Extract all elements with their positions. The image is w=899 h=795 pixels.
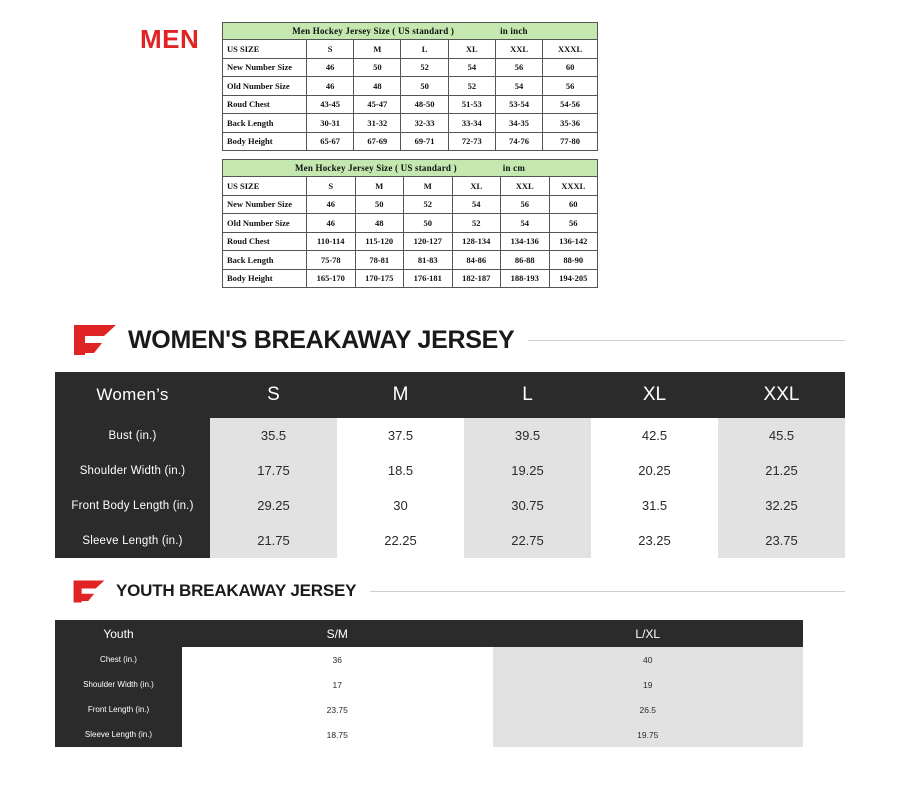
- row-label: Sleeve Length (in.): [55, 523, 210, 558]
- cell: 48-50: [401, 95, 448, 114]
- cell: 46: [307, 214, 356, 233]
- table-row: [55, 697, 803, 722]
- men-section: [0, 0, 899, 310]
- youth-size-table: [55, 620, 803, 747]
- cell: 19.75: [493, 722, 804, 747]
- row-label: New Number Size: [223, 58, 307, 77]
- men-section-label: MEN: [140, 24, 200, 54]
- men-tables: [222, 22, 598, 288]
- men-inch-banner-unit: in inch: [500, 26, 528, 36]
- cell: 23.75: [182, 697, 493, 722]
- men-inch-col-2: M: [354, 40, 401, 59]
- cell: 19.25: [464, 453, 591, 488]
- cell: 37.5: [337, 418, 464, 453]
- youth-section-title: YOUTH BREAKAWAY JERSEY: [116, 581, 357, 600]
- women-size-col-xl: XL: [591, 372, 718, 418]
- men-inch-banner-title: Men Hockey Jersey Size ( US standard ): [292, 26, 455, 36]
- women-header-divider: [528, 340, 845, 341]
- cell: 30-31: [307, 114, 354, 133]
- cell: 48: [355, 214, 404, 233]
- women-section-header: [0, 315, 899, 365]
- cell: 134-136: [501, 232, 550, 251]
- men-inch-col-3: L: [401, 40, 448, 59]
- row-label: Front Length (in.): [55, 697, 182, 722]
- cell: 19: [493, 672, 804, 697]
- table-row: [223, 269, 598, 288]
- cell: 46: [307, 77, 354, 96]
- cell: 32.25: [718, 488, 845, 523]
- women-size-col-l: L: [464, 372, 591, 418]
- cell: 33-34: [448, 114, 495, 133]
- cell: 188-193: [501, 269, 550, 288]
- table-banner-row: [223, 23, 598, 40]
- cell: 81-83: [404, 251, 453, 270]
- cell: 56: [549, 214, 598, 233]
- cell: 52: [448, 77, 495, 96]
- table-row: [223, 114, 598, 133]
- cell: 52: [404, 195, 453, 214]
- men-inch-col-6: XXXL: [543, 40, 598, 59]
- men-size-table-cm: [222, 159, 598, 288]
- cell: 18.75: [182, 722, 493, 747]
- cell: 29.25: [210, 488, 337, 523]
- cell: 78-81: [355, 251, 404, 270]
- cell: 21.75: [210, 523, 337, 558]
- cell: 60: [543, 58, 598, 77]
- table-row: [223, 132, 598, 151]
- cell: 77-80: [543, 132, 598, 151]
- men-cm-col-3: M: [404, 177, 453, 196]
- row-label: New Number Size: [223, 195, 307, 214]
- men-cm-col-0: US SIZE: [223, 177, 307, 196]
- cell: 23.75: [718, 523, 845, 558]
- men-inch-col-5: XXL: [495, 40, 542, 59]
- cell: 88-90: [549, 251, 598, 270]
- youth-size-table-wrap: [55, 620, 803, 747]
- table-row: [55, 722, 803, 747]
- cell: 48: [354, 77, 401, 96]
- cell: 42.5: [591, 418, 718, 453]
- row-label: Chest (in.): [55, 647, 182, 672]
- cell: 52: [452, 214, 501, 233]
- youth-section-header: [0, 570, 899, 612]
- cell: 21.25: [718, 453, 845, 488]
- cell: 39.5: [464, 418, 591, 453]
- cell: 32-33: [401, 114, 448, 133]
- cell: 22.25: [337, 523, 464, 558]
- men-cm-banner: [223, 160, 598, 177]
- cell: 50: [401, 77, 448, 96]
- table-row: [223, 77, 598, 96]
- cell: 50: [354, 58, 401, 77]
- youth-corner-label: Youth: [55, 620, 182, 647]
- cell: 23.25: [591, 523, 718, 558]
- cell: 35.5: [210, 418, 337, 453]
- men-inch-col-4: XL: [448, 40, 495, 59]
- table-row: [55, 523, 845, 558]
- table-row: [55, 453, 845, 488]
- cell: 56: [501, 195, 550, 214]
- cell: 165-170: [307, 269, 356, 288]
- cell: 17: [182, 672, 493, 697]
- cell: 50: [404, 214, 453, 233]
- men-inch-banner: [223, 23, 598, 40]
- cell: 56: [495, 58, 542, 77]
- cell: 54-56: [543, 95, 598, 114]
- cell: 84-86: [452, 251, 501, 270]
- women-section-title: WOMEN'S BREAKAWAY JERSEY: [128, 325, 515, 354]
- cell: 34-35: [495, 114, 542, 133]
- fanatics-f-logo-icon: [72, 579, 106, 604]
- men-cm-col-1: S: [307, 177, 356, 196]
- cell: 53-54: [495, 95, 542, 114]
- cell: 30: [337, 488, 464, 523]
- cell: 54: [501, 214, 550, 233]
- row-label: Old Number Size: [223, 77, 307, 96]
- cell: 128-134: [452, 232, 501, 251]
- youth-size-col-sm: S/M: [182, 620, 493, 647]
- table-row: [223, 195, 598, 214]
- cell: 40: [493, 647, 804, 672]
- table-row: [223, 251, 598, 270]
- row-label: Shoulder Width (in.): [55, 453, 210, 488]
- cell: 45.5: [718, 418, 845, 453]
- cell: 86-88: [501, 251, 550, 270]
- women-size-table: [55, 372, 845, 558]
- cell: 74-76: [495, 132, 542, 151]
- cell: 56: [543, 77, 598, 96]
- table-header-row: [55, 372, 845, 418]
- cell: 46: [307, 58, 354, 77]
- table-row: [223, 58, 598, 77]
- men-cm-col-6: XXXL: [549, 177, 598, 196]
- table-row: [55, 647, 803, 672]
- cell: 31-32: [354, 114, 401, 133]
- cell: 120-127: [404, 232, 453, 251]
- row-label: Roud Chest: [223, 232, 307, 251]
- table-header-row: [223, 40, 598, 59]
- men-cm-col-5: XXL: [501, 177, 550, 196]
- table-header-row: [223, 177, 598, 196]
- table-row: [55, 488, 845, 523]
- cell: 115-120: [355, 232, 404, 251]
- cell: 72-73: [448, 132, 495, 151]
- cell: 182-187: [452, 269, 501, 288]
- cell: 45-47: [354, 95, 401, 114]
- table-row: [223, 214, 598, 233]
- cell: 54: [452, 195, 501, 214]
- cell: 176-181: [404, 269, 453, 288]
- row-label: Body Height: [223, 132, 307, 151]
- cell: 17.75: [210, 453, 337, 488]
- men-cm-col-4: XL: [452, 177, 501, 196]
- cell: 194-205: [549, 269, 598, 288]
- cell: 65-67: [307, 132, 354, 151]
- fanatics-f-logo-icon: [72, 323, 118, 357]
- cell: 26.5: [493, 697, 804, 722]
- men-size-table-inch: [222, 22, 598, 151]
- cell: 136-142: [549, 232, 598, 251]
- cell: 54: [495, 77, 542, 96]
- men-cm-banner-title: Men Hockey Jersey Size ( US standard ): [294, 163, 457, 173]
- youth-header-divider: [370, 591, 845, 592]
- cell: 51-53: [448, 95, 495, 114]
- row-label: Shoulder Width (in.): [55, 672, 182, 697]
- women-size-col-s: S: [210, 372, 337, 418]
- youth-size-col-lxl: L/XL: [493, 620, 804, 647]
- table-row: [55, 672, 803, 697]
- row-label: Front Body Length (in.): [55, 488, 210, 523]
- cell: 75-78: [307, 251, 356, 270]
- row-label: Back Length: [223, 251, 307, 270]
- table-row: [223, 232, 598, 251]
- row-label: Bust (in.): [55, 418, 210, 453]
- table-row: [55, 418, 845, 453]
- cell: 36: [182, 647, 493, 672]
- cell: 69-71: [401, 132, 448, 151]
- cell: 46: [307, 195, 356, 214]
- cell: 18.5: [337, 453, 464, 488]
- cell: 31.5: [591, 488, 718, 523]
- row-label: Back Length: [223, 114, 307, 133]
- men-cm-col-2: M: [355, 177, 404, 196]
- cell: 110-114: [307, 232, 356, 251]
- cell: 50: [355, 195, 404, 214]
- cell: 54: [448, 58, 495, 77]
- women-corner-label: Women’s: [55, 372, 210, 418]
- row-label: Roud Chest: [223, 95, 307, 114]
- table-header-row: [55, 620, 803, 647]
- cell: 30.75: [464, 488, 591, 523]
- table-banner-row: [223, 160, 598, 177]
- cell: 67-69: [354, 132, 401, 151]
- cell: 43-45: [307, 95, 354, 114]
- row-label: Old Number Size: [223, 214, 307, 233]
- men-cm-banner-unit: in cm: [502, 163, 526, 173]
- men-inch-col-0: US SIZE: [223, 40, 307, 59]
- women-size-col-xxl: XXL: [718, 372, 845, 418]
- cell: 20.25: [591, 453, 718, 488]
- cell: 22.75: [464, 523, 591, 558]
- men-inch-col-1: S: [307, 40, 354, 59]
- cell: 170-175: [355, 269, 404, 288]
- row-label: Body Height: [223, 269, 307, 288]
- women-size-col-m: M: [337, 372, 464, 418]
- cell: 35-36: [543, 114, 598, 133]
- table-row: [223, 95, 598, 114]
- women-size-table-wrap: [55, 372, 845, 558]
- cell: 52: [401, 58, 448, 77]
- row-label: Sleeve Length (in.): [55, 722, 182, 747]
- cell: 60: [549, 195, 598, 214]
